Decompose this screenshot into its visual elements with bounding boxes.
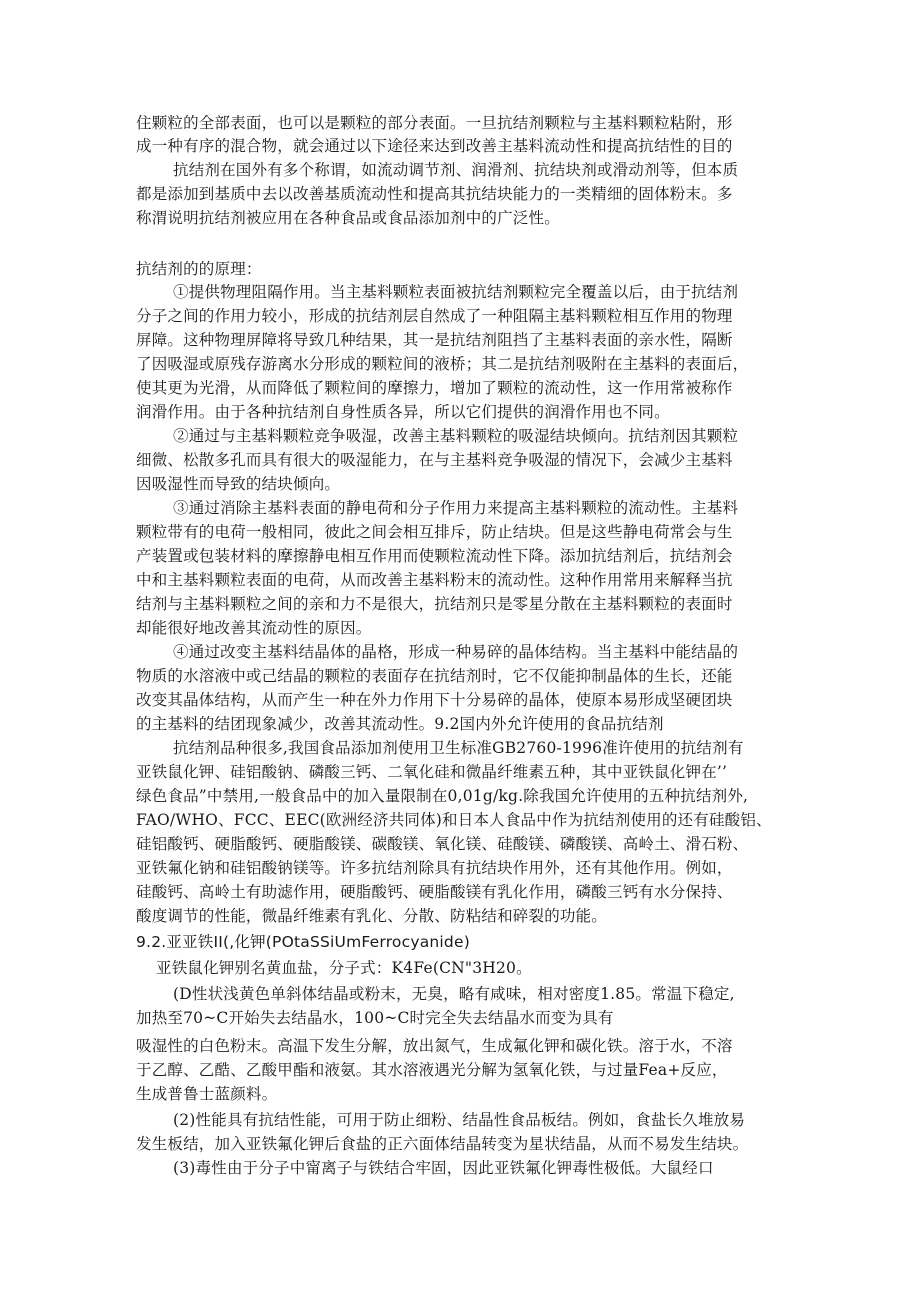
text-line: 生成普鲁士蓝颜料。 <box>136 1085 278 1103</box>
text-line: 硅铝酸钙、硬脂酸钙、硬脂酸镁、碳酸镁、氧化镁、硅酸镁、磷酸镁、高岭土、滑石粉、 <box>136 835 749 853</box>
text-line: 于乙醇、乙酷、乙酸甲酯和液氨。其水溶液遇光分解为氢氧化铁，与过量Fea+反应， <box>136 1061 728 1079</box>
text-line: (3)毒性由于分子中甯离子与铁结合牢固，因此亚铁氟化钾毒性极低。大鼠经口 <box>173 1159 714 1177</box>
text-line: 物质的水溶液中或己结晶的颗粒的表面存在抗结剂时，它不仅能抑制晶体的生长，还能 <box>136 667 733 685</box>
text-line: 成一种有序的混合物，就会通过以下途径来达到改善主基料流动性和提高抗结性的目的 <box>136 137 733 155</box>
text-line: 称渭说明抗结剂被应用在各种食品或食品添加剂中的广泛性。 <box>136 209 560 227</box>
text-line: 酸度调节的性能，微晶纤维素有乳化、分散、防粘结和碎裂的功能。 <box>136 907 608 925</box>
text-line: FAO/WHO、FCC、EEC(欧洲经济共同体)和日本人食品中作为抗结剂使用的还有硅酸铝、 <box>136 811 772 829</box>
text-line: ①提供物理阻隔作用。当主基料颗粒表面被抗结剂颗粒完全覆盖以后，由于抗结剂 <box>173 283 739 301</box>
text-line: 细微、松散多孔而具有很大的吸湿能力，在与主基料竞争吸湿的情况下，会减少主基料 <box>136 451 733 469</box>
text-line: 发生板结，加入亚铁氟化钾后食盐的正六面体结晶转变为星状结晶，从而不易发生结块。 <box>136 1135 749 1153</box>
text-line: 绿色食品”中禁用,一般食品中的加入量限制在0,01g/kg.除我国允许使用的五种抗结剂外, <box>136 787 749 805</box>
text-line: (D性状浅黄色单斜体结晶或粉末，无臭，略有咸味，相对密度1.85。常温下稳定, <box>173 985 735 1003</box>
text-line: 分子之间的作用力较小，形成的抗结剂层自然成了一种阻隔主基料颗粒相互作用的物理 <box>136 307 733 325</box>
text-line: 因吸湿性而导致的结块倾向。 <box>136 475 341 493</box>
text-line: 亚铁鼠化钾、硅铝酸钠、磷酸三钙、二氧化硅和微晶纤维素五种，其中亚铁鼠化钾在’’ <box>136 763 728 781</box>
text-line: 抗结剂品种很多,我国食品添加剂使用卫生标准GB2760-1996准许使用的抗结剂有 <box>173 739 744 757</box>
text-line: 的主基料的结团现象减少，改善其流动性。9.2国内外允许使用的食品抗结剂 <box>136 715 664 733</box>
text-line: 吸湿性的白色粉末。高温下发生分解，放出氮气，生成氟化钾和碳化铁。溶于水，不溶 <box>136 1037 733 1055</box>
text-line: 亚铁鼠化钾别名黄血盐，分子式：K4Fe(CN"3H20。 <box>156 959 532 977</box>
text-line: ③通过消除主基料表面的静电荷和分子作用力来提高主基料颗粒的流动性。主基料 <box>173 499 739 517</box>
text-line: 颗粒带有的电荷一般相同，彼此之间会相互排斥，防止结块。但是这些静电荷常会与生 <box>136 523 733 541</box>
text-line: 硅酸钙、高岭土有助滤作用，硬脂酸钙、硬脂酸镁有乳化作用，磷酸三钙有水分保持、 <box>136 883 733 901</box>
text-line: 屏障。这种物理屏障将导致几种结果，其一是抗结剂阻挡了主基料表面的亲水性，隔断 <box>136 331 733 349</box>
text-line: 住颗粒的全部表面，也可以是颗粒的部分表面。一旦抗结剂颗粒与主基料颗粒粘附，形 <box>136 114 733 132</box>
text-line: 产装置或包装材料的摩擦静电相互作用而使颗粒流动性下降。添加抗结剂后，抗结剂会 <box>136 547 733 565</box>
text-line: 都是添加到基质中去以改善基质流动性和提高其抗结块能力的一类精细的固体粉末。多 <box>136 185 733 203</box>
text-line: 使其更为光滑，从而降低了颗粒间的摩擦力，增加了颗粒的流动性，这一作用常被称作 <box>136 379 733 397</box>
text-line: 结剂与主基料颗粒之间的亲和力不是很大，抗结剂只是零星分散在主基料颗粒的表面时 <box>136 595 733 613</box>
text-line: ④通过改变主基料结晶体的晶格，形成一种易碎的晶体结构。当主基料中能结晶的 <box>173 643 739 661</box>
text-line: 亚铁氟化钠和硅铝酸钠镁等。许多抗结剂除具有抗结块作用外，还有其他作用。例如， <box>136 859 733 877</box>
section-heading: 抗结剂的的原理： <box>136 260 262 278</box>
text-line: 润滑作用。由于各种抗结剂自身性质各异，所以它们提供的润滑作用也不同。 <box>136 403 670 421</box>
text-line: 加热至70~C开始失去结晶水，100~C时完全失去结晶水而变为具有 <box>136 1009 614 1027</box>
text-line: (2)性能具有抗结性能，可用于防止细粉、结晶性食品板结。例如，食盐长久堆放易 <box>173 1111 746 1129</box>
text-line: 中和主基料颗粒表面的电荷，从而改善主基料粉末的流动性。这种作用常用来解释当抗 <box>136 571 733 589</box>
text-line: 改变其晶体结构，从而产生一种在外力作用下十分易碎的晶体，使原本易形成坚硬团块 <box>136 691 733 709</box>
text-line: 了因吸湿或原残存游离水分形成的颗粒间的液桥；其二是抗结剂吸附在主基料的表面后， <box>136 355 749 373</box>
text-line: 抗结剂在国外有多个称谓，如流动调节剂、润滑剂、抗结块剂或滑动剂等，但本质 <box>173 161 739 179</box>
text-line: ②通过与主基料颗粒竞争吸湿，改善主基料颗粒的吸湿结块倾向。抗结剂因其颗粒 <box>173 427 739 445</box>
text-line: 却能很好地改善其流动性的原因。 <box>136 619 372 637</box>
subsection-heading: 9.2.亚亚铁II(,化钾(POtaSSiUmFerrocyanide) <box>136 933 470 951</box>
